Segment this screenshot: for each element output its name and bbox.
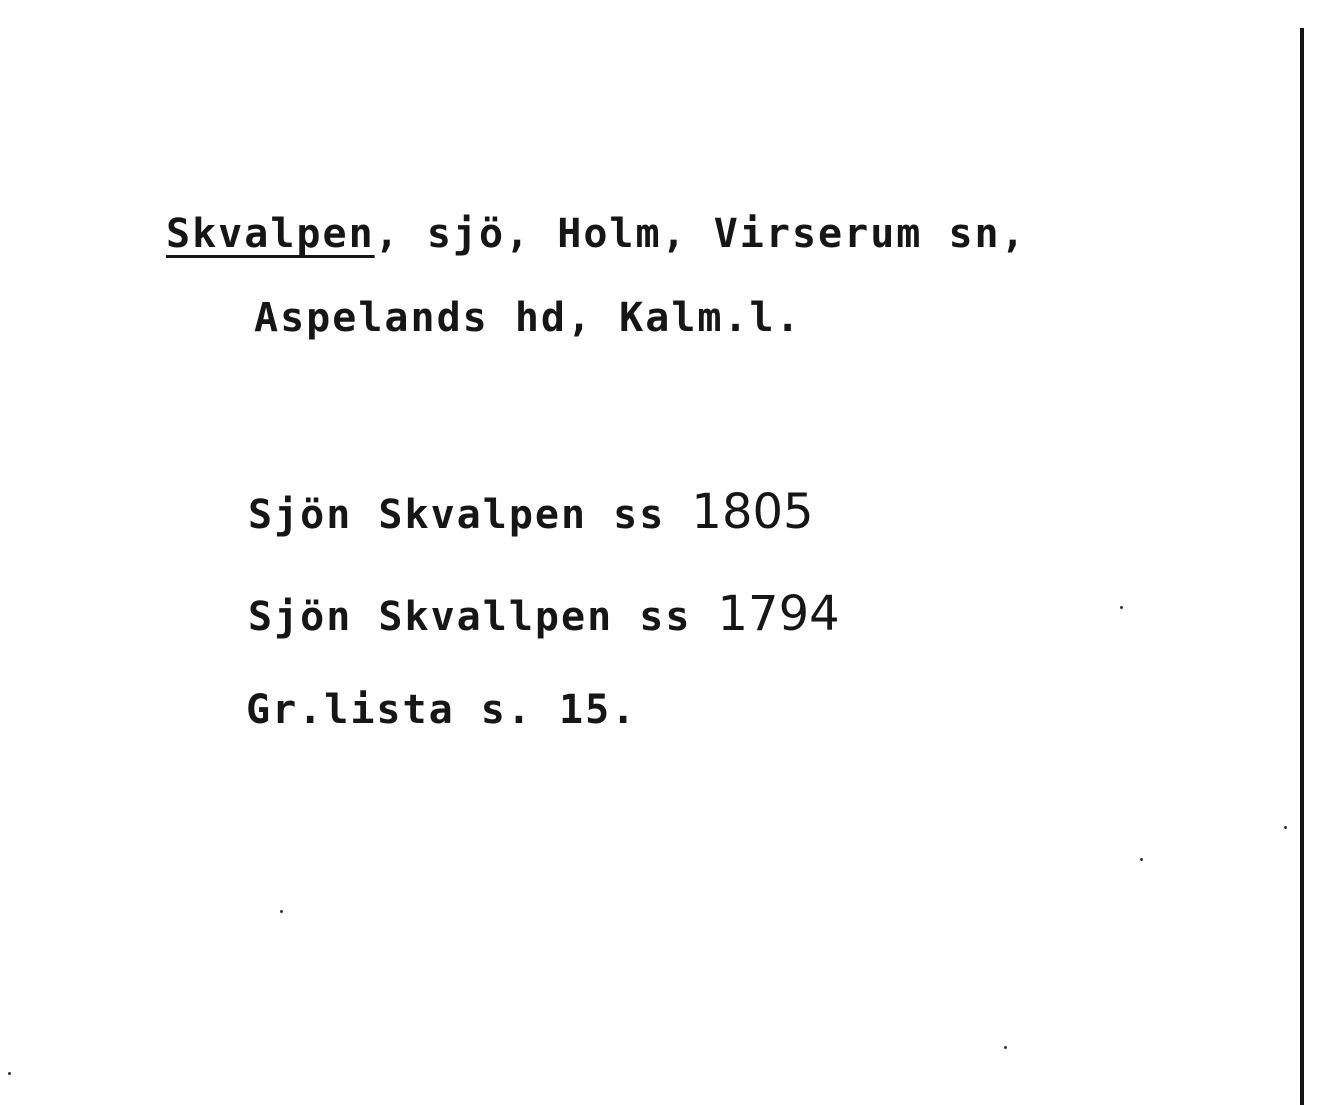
district-line: Aspelands hd, Kalm.l. [254,295,802,341]
reference-line: Gr.lista s. 15. [246,687,638,733]
heading-details: , sjö, Holm, Virserum sn, [374,211,1027,257]
scan-speck [8,1072,11,1075]
scan-speck [1140,858,1143,861]
heading-line [166,210,1027,258]
scan-speck [1120,606,1123,609]
record-line-1 [248,484,814,540]
scan-speck [1284,826,1287,829]
card-edge-line [1300,28,1304,1105]
headword: Skvalpen [166,211,375,257]
record-line-2 [248,586,840,642]
record-year-1: 1805 [691,484,814,540]
record-text-1: Sjön Skvalpen ss [248,492,692,538]
record-text-2: Sjön Skvallpen ss [248,594,718,640]
scan-speck [1004,1046,1007,1049]
record-year-2: 1794 [717,586,840,642]
scan-speck [280,910,283,913]
